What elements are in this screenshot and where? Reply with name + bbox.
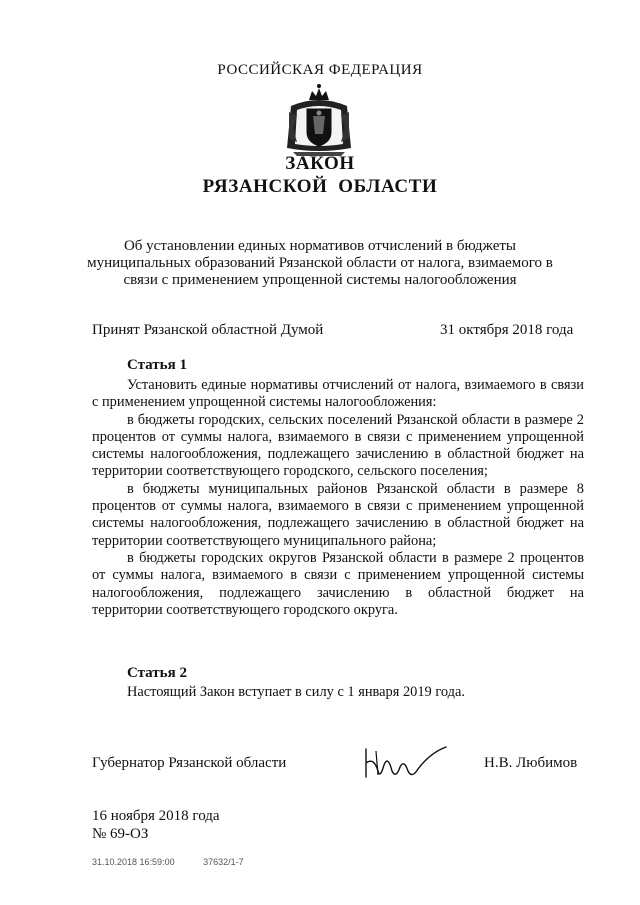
law-title <box>0 152 640 198</box>
federation-heading: РОССИЙСКАЯ ФЕДЕРАЦИЯ <box>217 62 423 78</box>
law-subject-line: связи с применением упрощенной системы налогообложения <box>123 272 517 288</box>
article-1-body <box>92 377 584 619</box>
article-1-paragraph: в бюджеты муниципальных районов Рязанской области в размере 8 процентов от суммы налога, взимаемого в связи с применением упрощенной системы налогообложения, подлежащего зачислению в областной бюджет на территории соответствующего муниципального района; <box>92 480 584 549</box>
law-title-line2: РЯЗАНСКОЙ ОБЛАСТИ <box>202 176 438 197</box>
handwritten-signature-icon <box>362 735 452 785</box>
article-2-heading: Статья 2 <box>127 665 187 681</box>
article-1-paragraph: в бюджеты городских, сельских поселений Рязанской области в размере 2 процентов от суммы налога, взимаемого в связи с применением упрощенной системы налогообложения, подлежащего зачислению в областной бюджет на территории соответствующего городского, сельского поселения; <box>92 411 584 480</box>
signing-date: 16 ноября 2018 года <box>92 808 220 824</box>
law-title-line1: ЗАКОН <box>285 153 355 174</box>
registry-timestamp: 31.10.2018 16:59:00 <box>92 857 175 867</box>
law-subject-line: муниципальных образований Рязанской области от налога, взимаемого в <box>87 255 553 271</box>
registry-code: 37632/1-7 <box>203 857 244 867</box>
law-subject <box>0 238 640 289</box>
article-1-heading: Статья 1 <box>127 357 187 373</box>
article-1-paragraph: в бюджеты городских округов Рязанской области в размере 2 процентов от суммы налога, взимаемого в связи с применением упрощенной системы налогообложения, подлежащего зачислению в областной бюджет на территории соответствующего городского округа. <box>92 549 584 618</box>
law-subject-line: Об установлении единых нормативов отчислений в бюджеты <box>123 238 517 254</box>
article-1-paragraph: Установить единые нормативы отчислений от налога, взимаемого в связи с применением упрощенной системы налогообложения: <box>92 377 584 411</box>
coat-of-arms-icon <box>283 82 355 158</box>
law-number: № 69-ОЗ <box>92 826 149 842</box>
adopted-by: Принят Рязанской областной Думой <box>92 322 324 338</box>
governor-title: Губернатор Рязанской области <box>92 755 287 771</box>
governor-name: Н.В. Любимов <box>484 755 578 771</box>
article-2-text: Настоящий Закон вступает в силу с 1 января 2019 года. <box>127 684 465 700</box>
adopted-date: 31 октября 2018 года <box>440 322 574 338</box>
registry-stamp <box>92 857 270 867</box>
